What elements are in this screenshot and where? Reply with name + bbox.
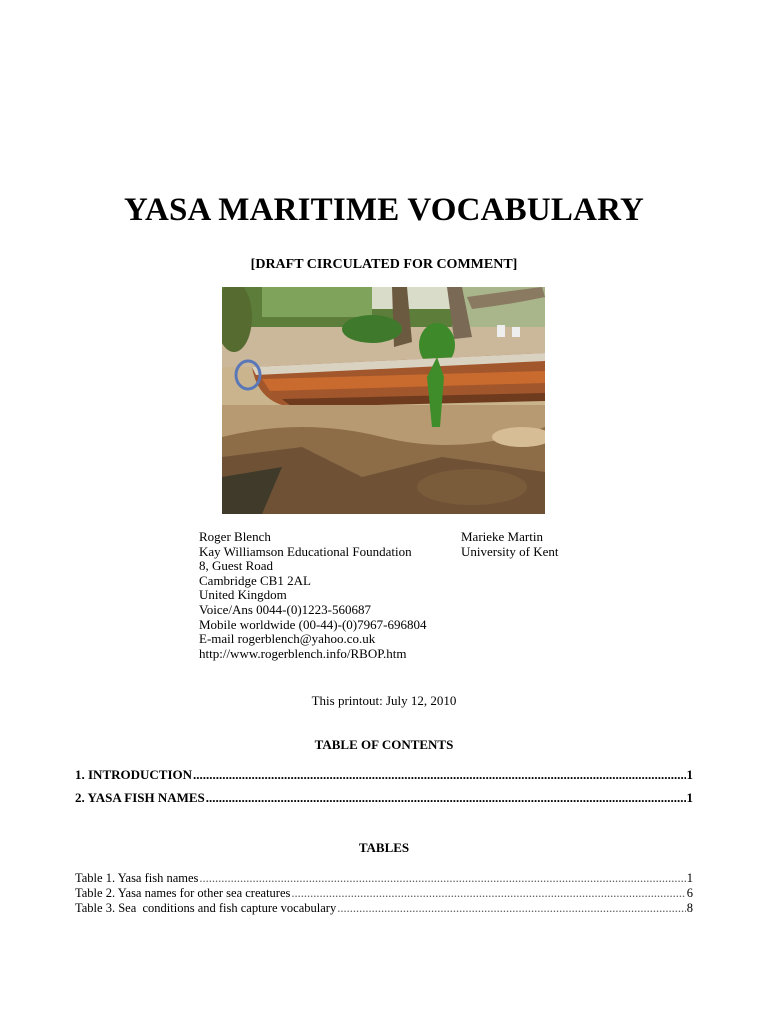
author-line: Marieke Martin <box>461 529 543 544</box>
toc-entry[interactable] <box>75 767 693 783</box>
author-line: University of Kent <box>461 543 559 559</box>
toc-leader-dots <box>206 790 686 806</box>
toc-entry-page: 1 <box>686 767 693 782</box>
author-line: Voice/Ans 0044-(0)1223-560687 <box>199 601 371 617</box>
author-line: Cambridge CB1 2AL <box>199 572 311 588</box>
toc-leader-dots <box>193 767 685 783</box>
author-email-link[interactable]: E-mail rogerblench@yahoo.co.uk <box>199 631 376 647</box>
table-entry-page: 6 <box>686 886 693 900</box>
author-line: Mobile worldwide (00-44)-(0)7967-696804 <box>199 616 427 632</box>
author-website-link[interactable]: http://www.rogerblench.info/RBOP.htm <box>199 645 407 661</box>
author-contact-left <box>199 530 426 661</box>
table-entry-label: Table 2. Yasa names for other sea creatures <box>75 886 291 900</box>
table-list-entry[interactable] <box>75 886 693 901</box>
author-line: 8, Guest Road <box>199 558 274 574</box>
document-subtitle: [DRAFT CIRCULATED FOR COMMENT] <box>250 257 518 272</box>
toc-entry-label: 2. YASA FISH NAMES <box>75 790 205 805</box>
table-entry-page: 8 <box>686 901 693 915</box>
table-entry-page: 1 <box>686 871 693 885</box>
toc-entry[interactable] <box>75 790 693 806</box>
table-list-entry[interactable] <box>75 871 693 886</box>
author-line: United Kingdom <box>199 587 287 603</box>
toc-entry-label: 1. INTRODUCTION <box>75 767 193 782</box>
toc-entry-page: 1 <box>686 790 693 805</box>
printout-date: This printout: July 12, 2010 <box>311 693 457 708</box>
table-entry-label: Table 3. Sea conditions and fish capture vocabulary <box>75 901 337 915</box>
cover-photo-boat-on-beach <box>222 287 545 514</box>
author-contact-right <box>461 530 558 559</box>
table-leader-dots <box>199 871 685 886</box>
document-title: YASA MARITIME VOCABULARY <box>123 192 645 228</box>
table-leader-dots <box>337 901 686 916</box>
author-line: Kay Williamson Educational Foundation <box>199 543 412 559</box>
author-line: Roger Blench <box>199 529 271 544</box>
table-entry-label: Table 1. Yasa fish names <box>75 871 199 885</box>
toc-heading: TABLE OF CONTENTS <box>314 737 454 752</box>
table-leader-dots <box>291 886 685 901</box>
tables-heading: TABLES <box>358 840 410 855</box>
table-list-entry[interactable] <box>75 901 693 916</box>
